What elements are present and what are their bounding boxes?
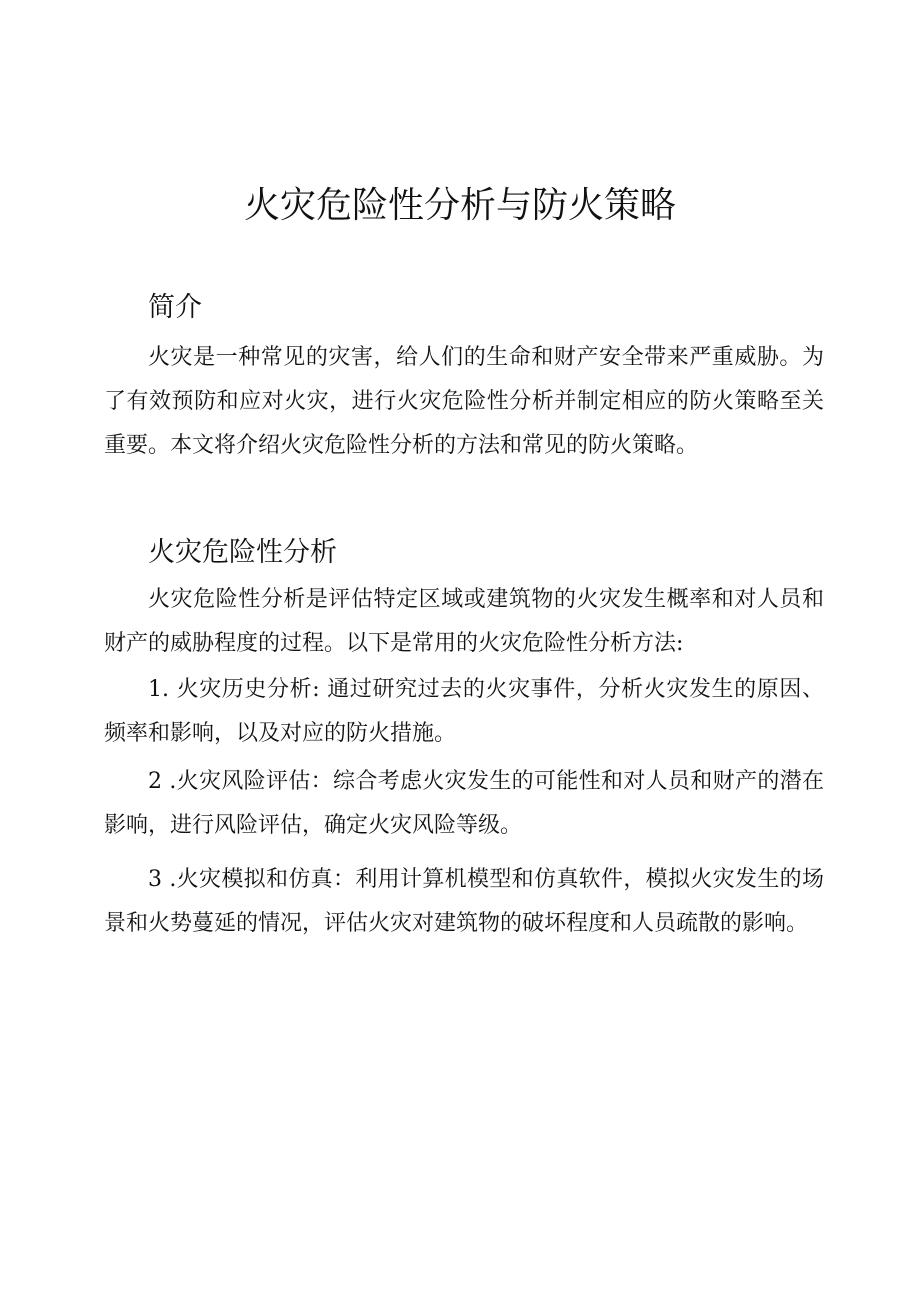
document-title: 火灾危险性分析与防火策略 [243,185,676,226]
section-heading-intro: 简介 [148,292,202,323]
intro-paragraph: 火灾是一种常见的灾害，给人们的生命和财产安全带来严重威胁。为了有效预防和应对火灾，进行火灾危险性分析并制定相应的防火策略至关重要。本文将介绍火灾危险性分析的方法和常见的防火策略。 [104,345,824,458]
method-item-2: 2 .火灾风险评估：综合考虑火灾发生的可能性和对人员和财产的潜在影响，进行风险评估，确定火灾风险等级。 [104,769,824,838]
method-item-3: 3 .火灾模拟和仿真：利用计算机模型和仿真软件，模拟火灾发生的场景和火势蔓延的情况，评估火灾对建筑物的破坏程度和人员疏散的影响。 [104,867,824,936]
section-heading-analysis: 火灾危险性分析 [148,537,337,568]
analysis-paragraph: 火灾危险性分析是评估特定区域或建筑物的火灾发生概率和对人员和财产的威胁程度的过程。以下是常用的火灾危险性分析方法: [104,587,824,656]
method-item-1: 1. 火灾历史分析: 通过研究过去的火灾事件，分析火灾发生的原因、频率和影响，以及对应的防火措施。 [104,677,824,746]
